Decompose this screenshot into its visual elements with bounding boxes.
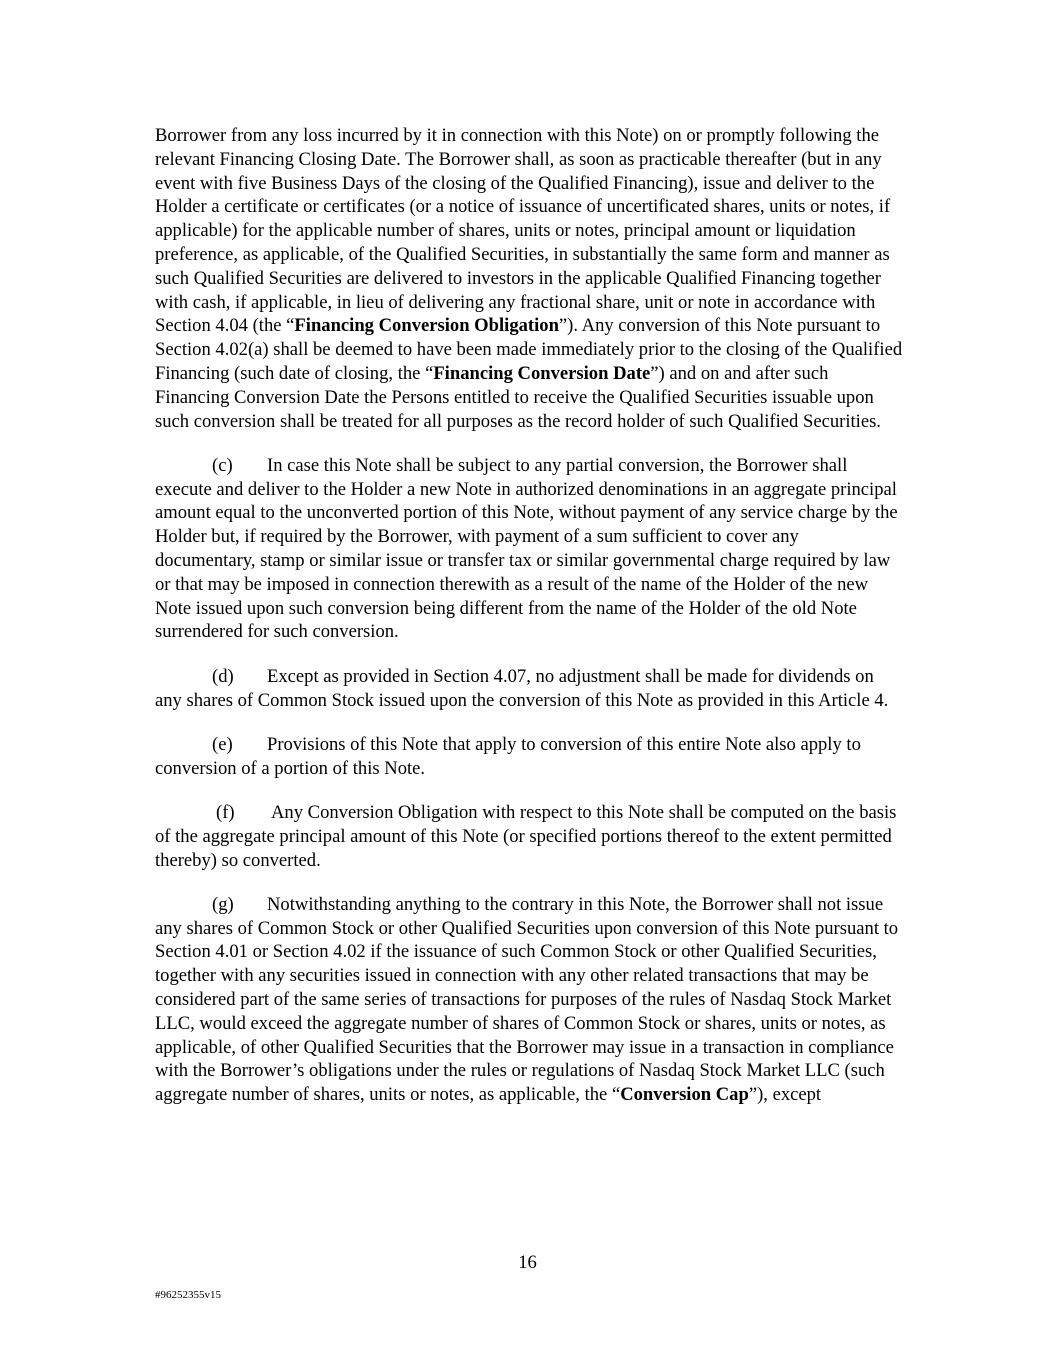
paragraph-text: ”). Any conversion of this Note pursuant to Section 4.02(a) shall be deemed to have been made immediately prior to the closing of the Qualified Financing (such date of closing, the “ — [155, 315, 903, 384]
defined-term-financing-conversion-date: Financing Conversion Date — [433, 362, 651, 384]
paragraph-f — [155, 801, 903, 872]
document-body — [155, 124, 903, 1127]
paragraph-g — [155, 893, 903, 1107]
paragraph-text: ”), except — [748, 1084, 822, 1106]
paragraph-c — [155, 454, 903, 644]
paragraph-text: Any Conversion Obligation with respect to this Note shall be computed on the basis of the aggregate principal amount of this Note (or specified portions thereof to the extent permitted thereby) so converted. — [155, 801, 897, 871]
paragraph-text: Borrower from any loss incurred by it in connection with this Note) on or promptly following the relevant Financing Closing Date. The Borrower shall, as soon as practicable thereafter (but in any event with five Business Days of the closing of the Qualified Financing), issue and deliver to the Holder a certificate or certificates (or a notice of issuance of uncertificated shares, units or notes, if applicable) for the applicable number of shares, units or notes, principal amount or liquidation preference, as applicable, of the Qualified Securities, in substantially the same form and manner as such Qualified Securities are delivered to investors in the applicable Qualified Financing together with cash, if applicable, in lieu of delivering any fractional share, unit or note in accordance with Section 4.04 (the “ — [155, 125, 891, 337]
paragraph-label: (d) — [212, 665, 234, 687]
document-id: #96252355v15 — [155, 1289, 221, 1301]
paragraph-e — [155, 733, 903, 781]
defined-term-financing-conversion-obligation: Financing Conversion Obligation — [294, 315, 559, 337]
paragraph-text: Except as provided in Section 4.07, no adjustment shall be made for dividends on any shares of Common Stock issued upon the conversion of this Note as provided in this Article 4. — [155, 665, 889, 711]
paragraph-label: (c) — [212, 454, 233, 476]
paragraph-label: (f) — [216, 801, 235, 823]
paragraph-text: Provisions of this Note that apply to conversion of this entire Note also apply to conversion of a portion of this Note. — [155, 733, 861, 779]
defined-term-conversion-cap: Conversion Cap — [620, 1084, 749, 1106]
paragraph-continuation — [155, 124, 903, 433]
page-number: 16 — [518, 1252, 537, 1273]
paragraph-text: In case this Note shall be subject to any partial conversion, the Borrower shall execute and deliver to the Holder a new Note in authorized denominations in an aggregate principal amount equal to the unconverted portion of this Note, without payment of any service charge by the Holder but, if required by the Borrower, with payment of a sum sufficient to cover any documentary, stamp or similar issue or transfer tax or similar governmental charge required by law or that may be imposed in connection therewith as a result of the name of the Holder of the new Note issued upon such conversion being different from the name of the Holder of the old Note surrendered for such conversion. — [155, 454, 898, 643]
paragraph-text: ”) and on and after such Financing Conversion Date the Persons entitled to receive the Qualified Securities issuable upon such conversion shall be treated for all purposes as the record holder of such Qualified Securities. — [155, 362, 881, 432]
paragraph-label: (g) — [212, 893, 234, 915]
paragraph-label: (e) — [212, 733, 233, 755]
paragraph-d — [155, 665, 903, 713]
paragraph-text: Notwithstanding anything to the contrary in this Note, the Borrower shall not issue any shares of Common Stock or other Qualified Securities upon conversion of this Note pursuant to Section 4.01 or Section 4.02 if the issuance of such Common Stock or other Qualified Securities, together with any securities issued in connection with any other related transactions that may be considered part of the same series of transactions for purposes of the rules of Nasdaq Stock Market LLC, would exceed the aggregate number of shares of Common Stock or shares, units or notes, as applicable, of other Qualified Securities that the Borrower may issue in a transaction in compliance with the Borrower’s obligations under the rules or regulations of Nasdaq Stock Market LLC (such aggregate number of shares, units or notes, as applicable, the “ — [155, 893, 899, 1106]
